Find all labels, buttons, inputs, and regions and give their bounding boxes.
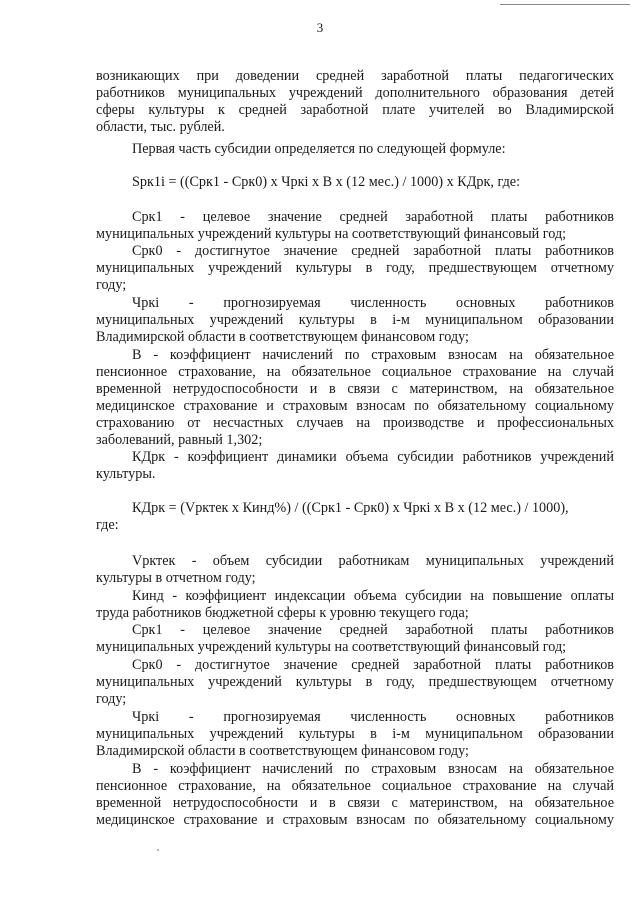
text-line: году; xyxy=(96,277,127,293)
text-line: КДрк - коэффициент динамики объема субсидии работников учреждений xyxy=(132,449,614,465)
formula-line: Spк1i = ((Срк1 - Срк0) х Чркi х В х (12 мес.) / 1000) х КДрк, где: xyxy=(132,174,521,190)
scan-edge-mark xyxy=(440,0,640,12)
text-line: страхованию от несчастных случаев на производстве и профессиональных xyxy=(96,415,614,431)
text-line: муниципальных учреждений культуры на соответствующий финансовый год; xyxy=(96,639,567,655)
text-line: Vрктек - объем субсидии работникам муниципальных учреждений xyxy=(132,553,614,569)
text-line: Чркi - прогнозируемая численность основных работников xyxy=(132,295,614,311)
text-line: муниципальных учреждений культуры в i-м муниципальном образовании xyxy=(96,726,614,742)
formula-line: где: xyxy=(96,517,119,533)
text-line: сферы культуры к средней заработной плате учителей во Владимирской xyxy=(96,102,614,118)
text-line: культуры в отчетном году; xyxy=(96,570,256,586)
text-line: Срк1 - целевое значение средней заработной платы работников xyxy=(132,209,614,225)
text-line: Кинд - коэффициент индексации объема субсидии на повышение оплаты xyxy=(132,588,614,604)
page-number: 3 xyxy=(316,20,324,35)
text-line: возникающих при доведении средней заработной платы педагогических xyxy=(96,68,614,84)
text-line: медицинское страхование и страховым взносам по обязательному социальному xyxy=(96,398,614,414)
text-line: Срк1 - целевое значение средней заработной платы работников xyxy=(132,622,614,638)
text-line: году; xyxy=(96,691,127,707)
text-line: культуры. xyxy=(96,466,156,482)
text-line: временной нетрудоспособности и в связи с материнством, на обязательное xyxy=(96,381,614,397)
text-line: Первая часть субсидии определяется по следующей формуле: xyxy=(132,141,506,157)
text-line: муниципальных учреждений культуры в году, предшествующем отчетному xyxy=(96,260,614,276)
text-line: труда работников бюджетной сферы к уровню текущего года; xyxy=(96,605,469,621)
text-line: В - коэффициент начислений по страховым взносам на обязательное xyxy=(132,347,614,363)
text-line: Владимирской области в соответствующем финансовом году; xyxy=(96,743,469,759)
text-line: работников муниципальных учреждений дополнительного образования детей xyxy=(96,85,614,101)
text-line: муниципальных учреждений культуры на соответствующий финансовый год; xyxy=(96,226,567,242)
formula-line: КДрк = (Vрктек х Кинд%) / ((Срк1 - Срк0) х Чркi х В х (12 мес.) / 1000), xyxy=(132,500,569,516)
text-line: муниципальных учреждений культуры в году, предшествующем отчетному xyxy=(96,674,614,690)
text-line: временной нетрудоспособности и в связи с материнством, на обязательное xyxy=(96,795,614,811)
text-line: Чркi - прогнозируемая численность основных работников xyxy=(132,709,614,725)
text-line: медицинское страхование и страховым взносам по обязательному социальному xyxy=(96,812,614,828)
text-line: пенсионное страхование, на обязательное социальное страхование на случай xyxy=(96,778,614,794)
text-line: Владимирской области в соответствующем финансовом году; xyxy=(96,329,469,345)
scan-speck xyxy=(157,849,159,851)
text-line: В - коэффициент начислений по страховым взносам на обязательное xyxy=(132,761,614,777)
text-line: заболеваний, равный 1,302; xyxy=(96,432,263,448)
text-line: муниципальных учреждений культуры в i-м муниципальном образовании xyxy=(96,312,614,328)
text-line: Срк0 - достигнутое значение средней заработной платы работников xyxy=(132,657,614,673)
text-line: области, тыс. рублей. xyxy=(96,119,225,135)
text-line: пенсионное страхование, на обязательное социальное страхование на случай xyxy=(96,364,614,380)
text-line: Срк0 - достигнутое значение средней заработной платы работников xyxy=(132,243,614,259)
